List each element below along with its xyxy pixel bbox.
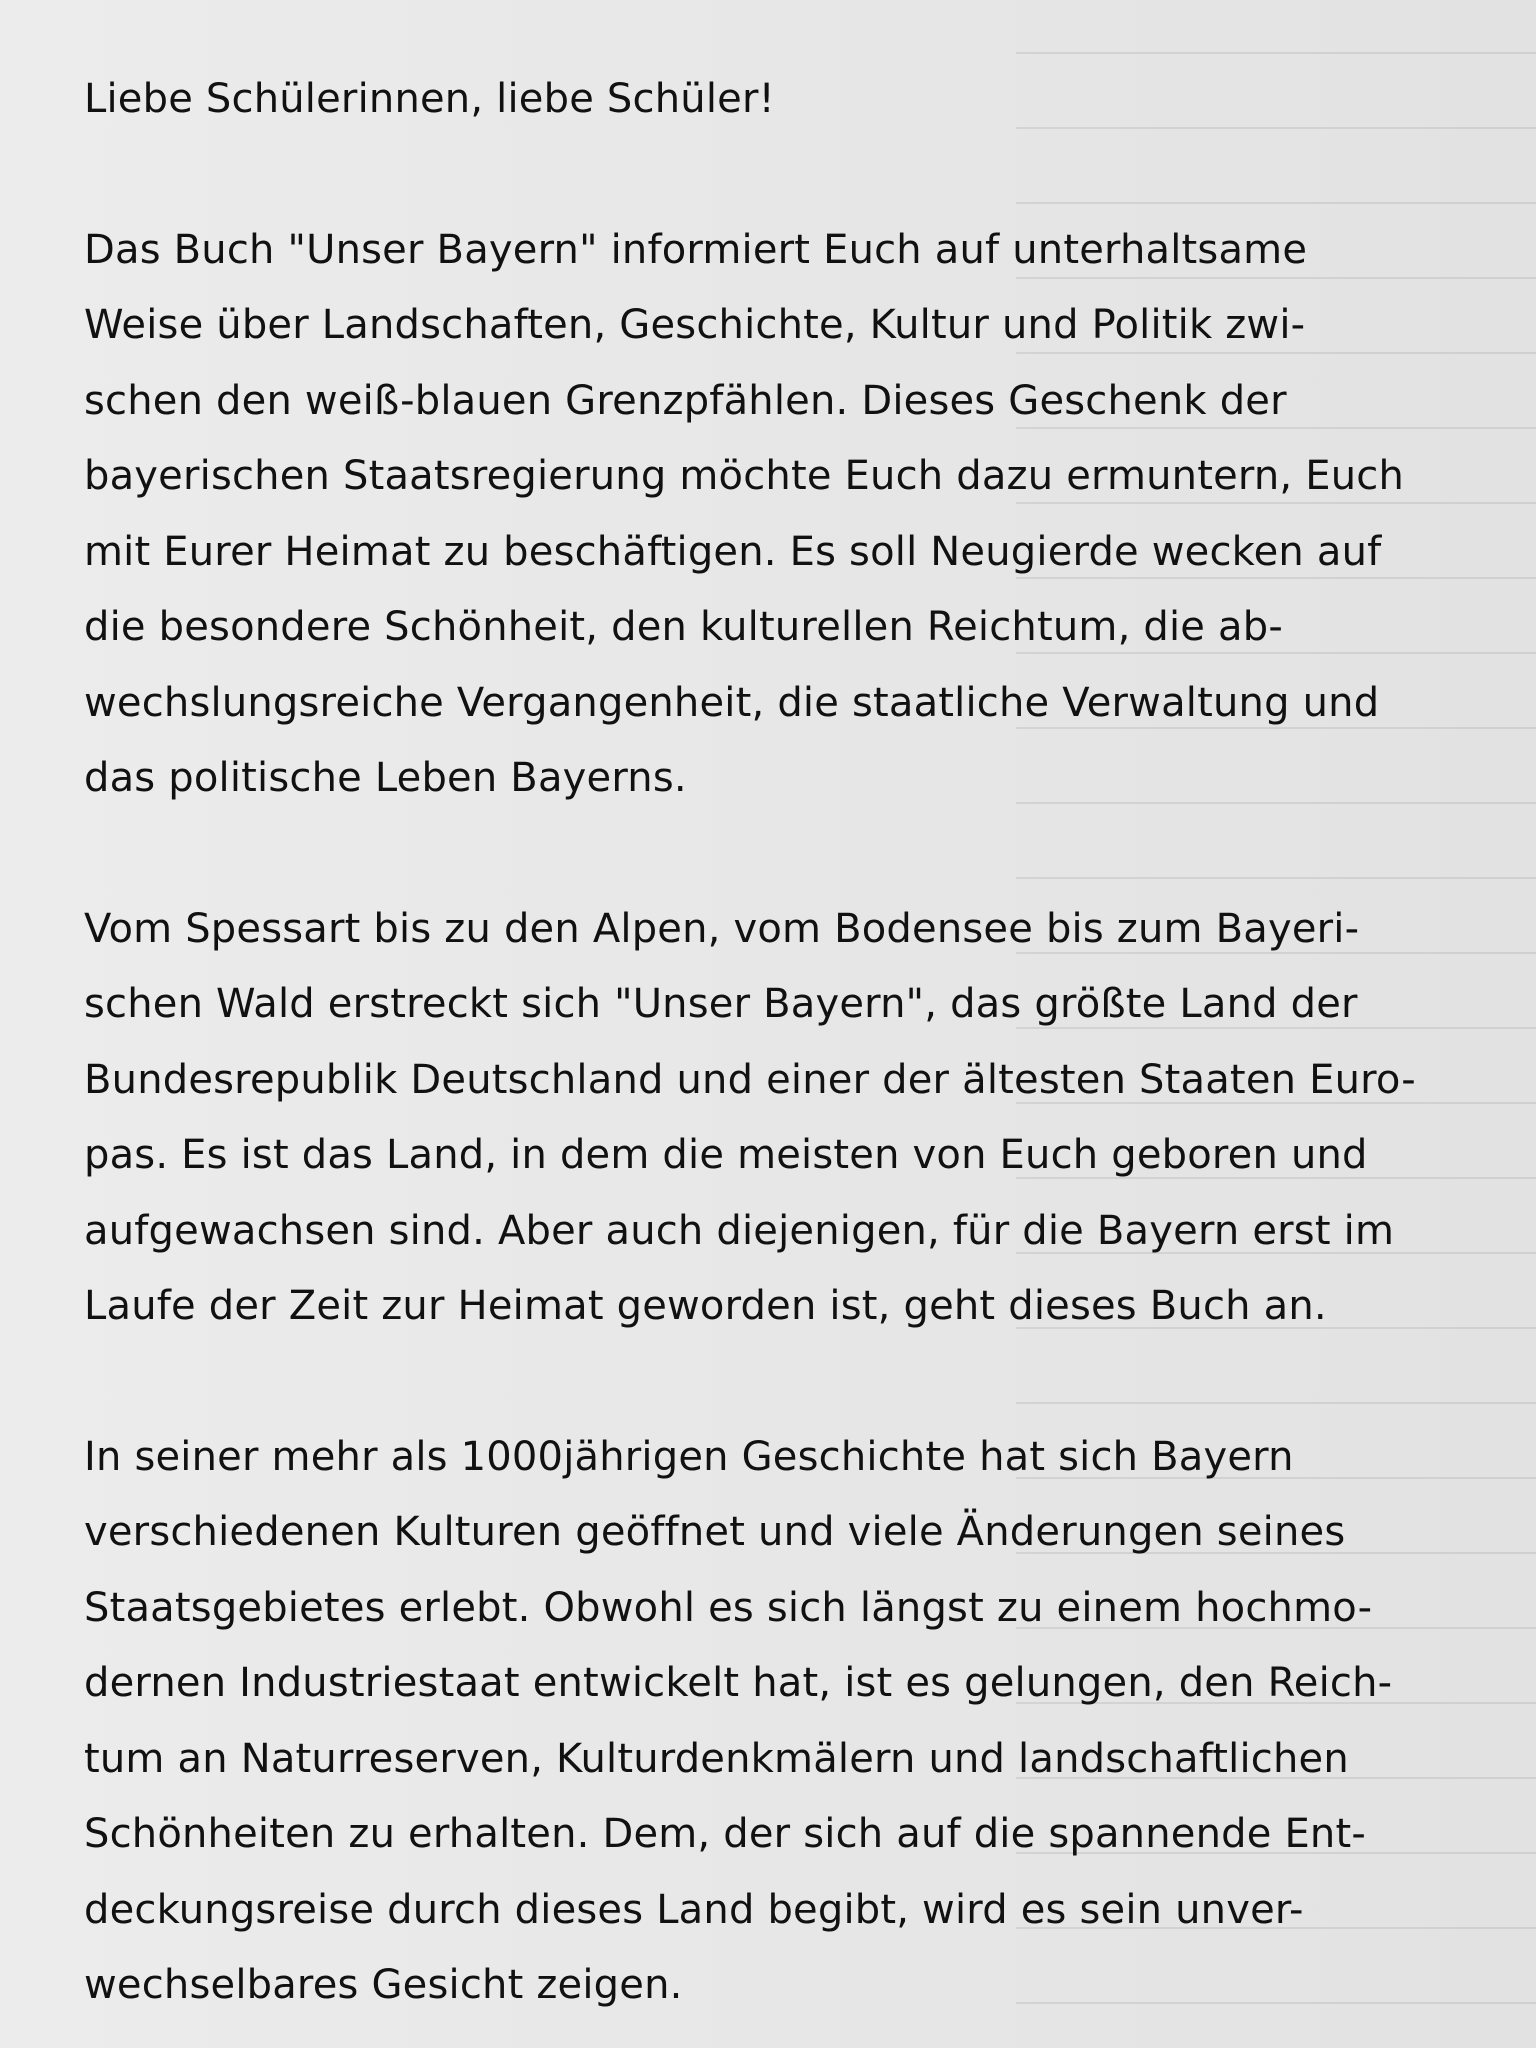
text-line: wechslungsreiche Vergangenheit, die staatliche Verwaltung und: [84, 679, 1380, 726]
salutation: Liebe Schülerinnen, liebe Schüler!: [84, 76, 775, 122]
text-line: wechselbares Gesicht zeigen.: [84, 1962, 683, 2008]
paragraph-1: [84, 213, 1414, 817]
text-line: verschiedenen Kulturen geöffnet und viele Änderungen seines: [84, 1509, 1346, 1555]
text-line: Weise über Landschaften, Geschichte, Kultur und Politik zwi-: [84, 302, 1306, 348]
text-line: Bundesrepublik Deutschland und einer der ältesten Staaten Euro-: [84, 1056, 1416, 1103]
text-line: schen den weiß-blauen Grenzpfählen. Dieses Geschenk der: [84, 377, 1287, 424]
text-line: Das Buch "Unser Bayern" informiert Euch auf unterhaltsame: [84, 226, 1308, 273]
text-line: Vom Spessart bis zu den Alpen, vom Bodensee bis zum Bayeri-: [84, 905, 1360, 952]
text-line: tum an Naturreserven, Kulturdenkmälern und landschaftlichen: [84, 1735, 1349, 1782]
text-line: aufgewachsen sind. Aber auch diejenigen, für die Bayern erst im: [84, 1207, 1395, 1254]
text-line: deckungsreise durch dieses Land begibt, wird es sein unver-: [84, 1886, 1304, 1933]
text-line: schen Wald erstreckt sich "Unser Bayern", das größte Land der: [84, 981, 1358, 1027]
text-line: pas. Es ist das Land, in dem die meisten von Euch geboren und: [84, 1132, 1368, 1178]
paragraph-2: [84, 892, 1414, 1345]
text-line: bayerischen Staatsregierung möchte Euch dazu ermuntern, Euch: [84, 453, 1405, 499]
text-line: mit Eurer Heimat zu beschäftigen. Es soll Neugierde wecken auf: [84, 528, 1382, 575]
text-line: Laufe der Zeit zur Heimat geworden ist, geht dieses Buch an.: [84, 1283, 1327, 1329]
text-line: In seiner mehr als 1000jährigen Geschichte hat sich Bayern: [84, 1433, 1294, 1480]
text-line: Staatsgebietes erlebt. Obwohl es sich längst zu einem hochmo-: [84, 1584, 1373, 1631]
text-line: Schönheiten zu erhalten. Dem, der sich auf die spannende Ent-: [84, 1811, 1366, 1857]
text-line: die besondere Schönheit, den kulturellen Reichtum, die ab-: [84, 604, 1283, 650]
text-line: das politische Leben Bayerns.: [84, 755, 687, 801]
text-line: dernen Industriestaat entwickelt hat, ist es gelungen, den Reich-: [84, 1660, 1393, 1706]
paragraph-3: [84, 1420, 1414, 2024]
document-page: [84, 62, 1414, 2024]
